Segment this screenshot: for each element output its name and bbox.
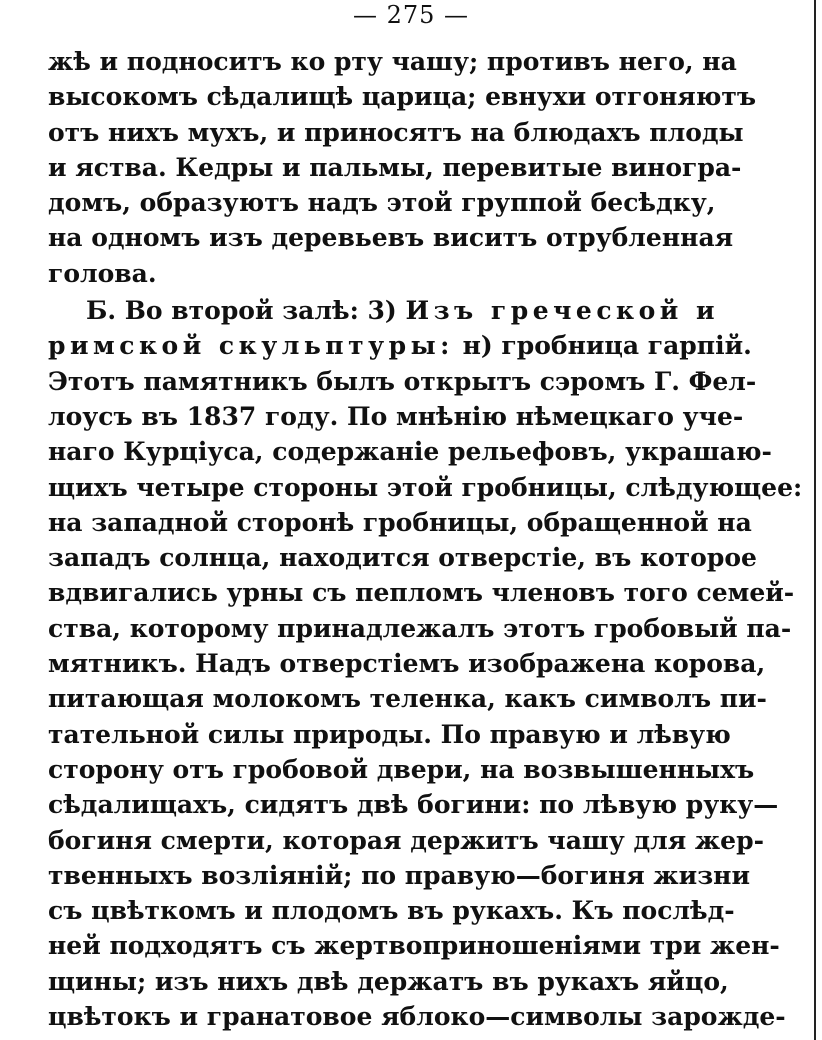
text-line: щины; изъ нихъ двѣ держатъ въ рукахъ яйцо, [48,966,729,996]
text-line: сѣдалищахъ, сидятъ двѣ богини: по лѣвую руку— [48,790,779,820]
text-line: тательной силы природы. По правую и лѣвую [48,719,731,749]
text-line: домъ, образуютъ надъ этой группой бесѣдку, [48,188,716,218]
page-number: — 275 — [352,1,470,29]
page-body [48,44,803,1034]
text-line: голова. [48,258,157,288]
paragraph-1 [48,44,757,291]
text-line: питающая молокомъ теленка, какъ символъ пи- [48,684,767,714]
text-line: щихъ четыре стороны этой гробницы, слѣдующее: [48,472,803,502]
text-line: Этотъ памятникъ былъ открытъ сэромъ Г. Фел- [48,366,757,396]
text-line: отъ нихъ мухъ, и приносятъ на блюдахъ плоды [48,117,744,147]
page-edge-line [814,0,816,1040]
paragraph-2 [48,293,803,1034]
section-label: Б. Во второй залѣ: 3) [86,296,397,326]
text-line: сторону отъ гробовой двери, на возвышенныхъ [48,754,755,784]
section-subtitle: н) гробница гарпій. [462,331,752,361]
section-heading-line [48,293,720,328]
text-line: съ цвѣткомъ и плодомъ въ рукахъ. Къ послѣд- [48,896,735,926]
text-line: ней подходятъ съ жертвоприношеніями три жен- [48,931,780,961]
text-line: жѣ и подноситъ ко рту чашу; противъ него, на [48,47,737,76]
section-title-spaced: Изъ греческой и [405,296,720,326]
text-line: западъ солнца, находится отверстіе, въ которое [48,543,757,573]
text-line: мятникъ. Надъ отверстіемъ изображена корова, [48,649,766,679]
text-line: богиня смерти, которая держитъ чашу для жер- [48,825,764,855]
text-line: лоусъ въ 1837 году. По мнѣнію нѣмецкаго уче- [48,401,744,431]
text-line: на одномъ изъ деревьевъ виситъ отрубленная [48,223,734,253]
text-line: на западной сторонѣ гробницы, обращенной на [48,507,752,537]
text-line: цвѣтокъ и гранатовое яблоко—символы зарожде- [48,1002,786,1032]
section-title-spaced: римской скульптуры: [48,331,454,361]
text-line: высокомъ сѣдалищѣ царица; евнухи отгоняютъ [48,82,757,112]
text-line: ства, которому принадлежалъ этотъ гробовый па- [48,613,792,643]
text-line: вдвигались урны съ пепломъ членовъ того семей- [48,578,795,608]
section-heading-line [48,328,752,363]
text-line: наго Курціуса, содержаніе рельефовъ, украшаю- [48,437,772,467]
text-line: и яства. Кедры и пальмы, перевитые виногра- [48,152,742,182]
text-line: твенныхъ возліяній; по правую—богиня жизни [48,860,751,890]
